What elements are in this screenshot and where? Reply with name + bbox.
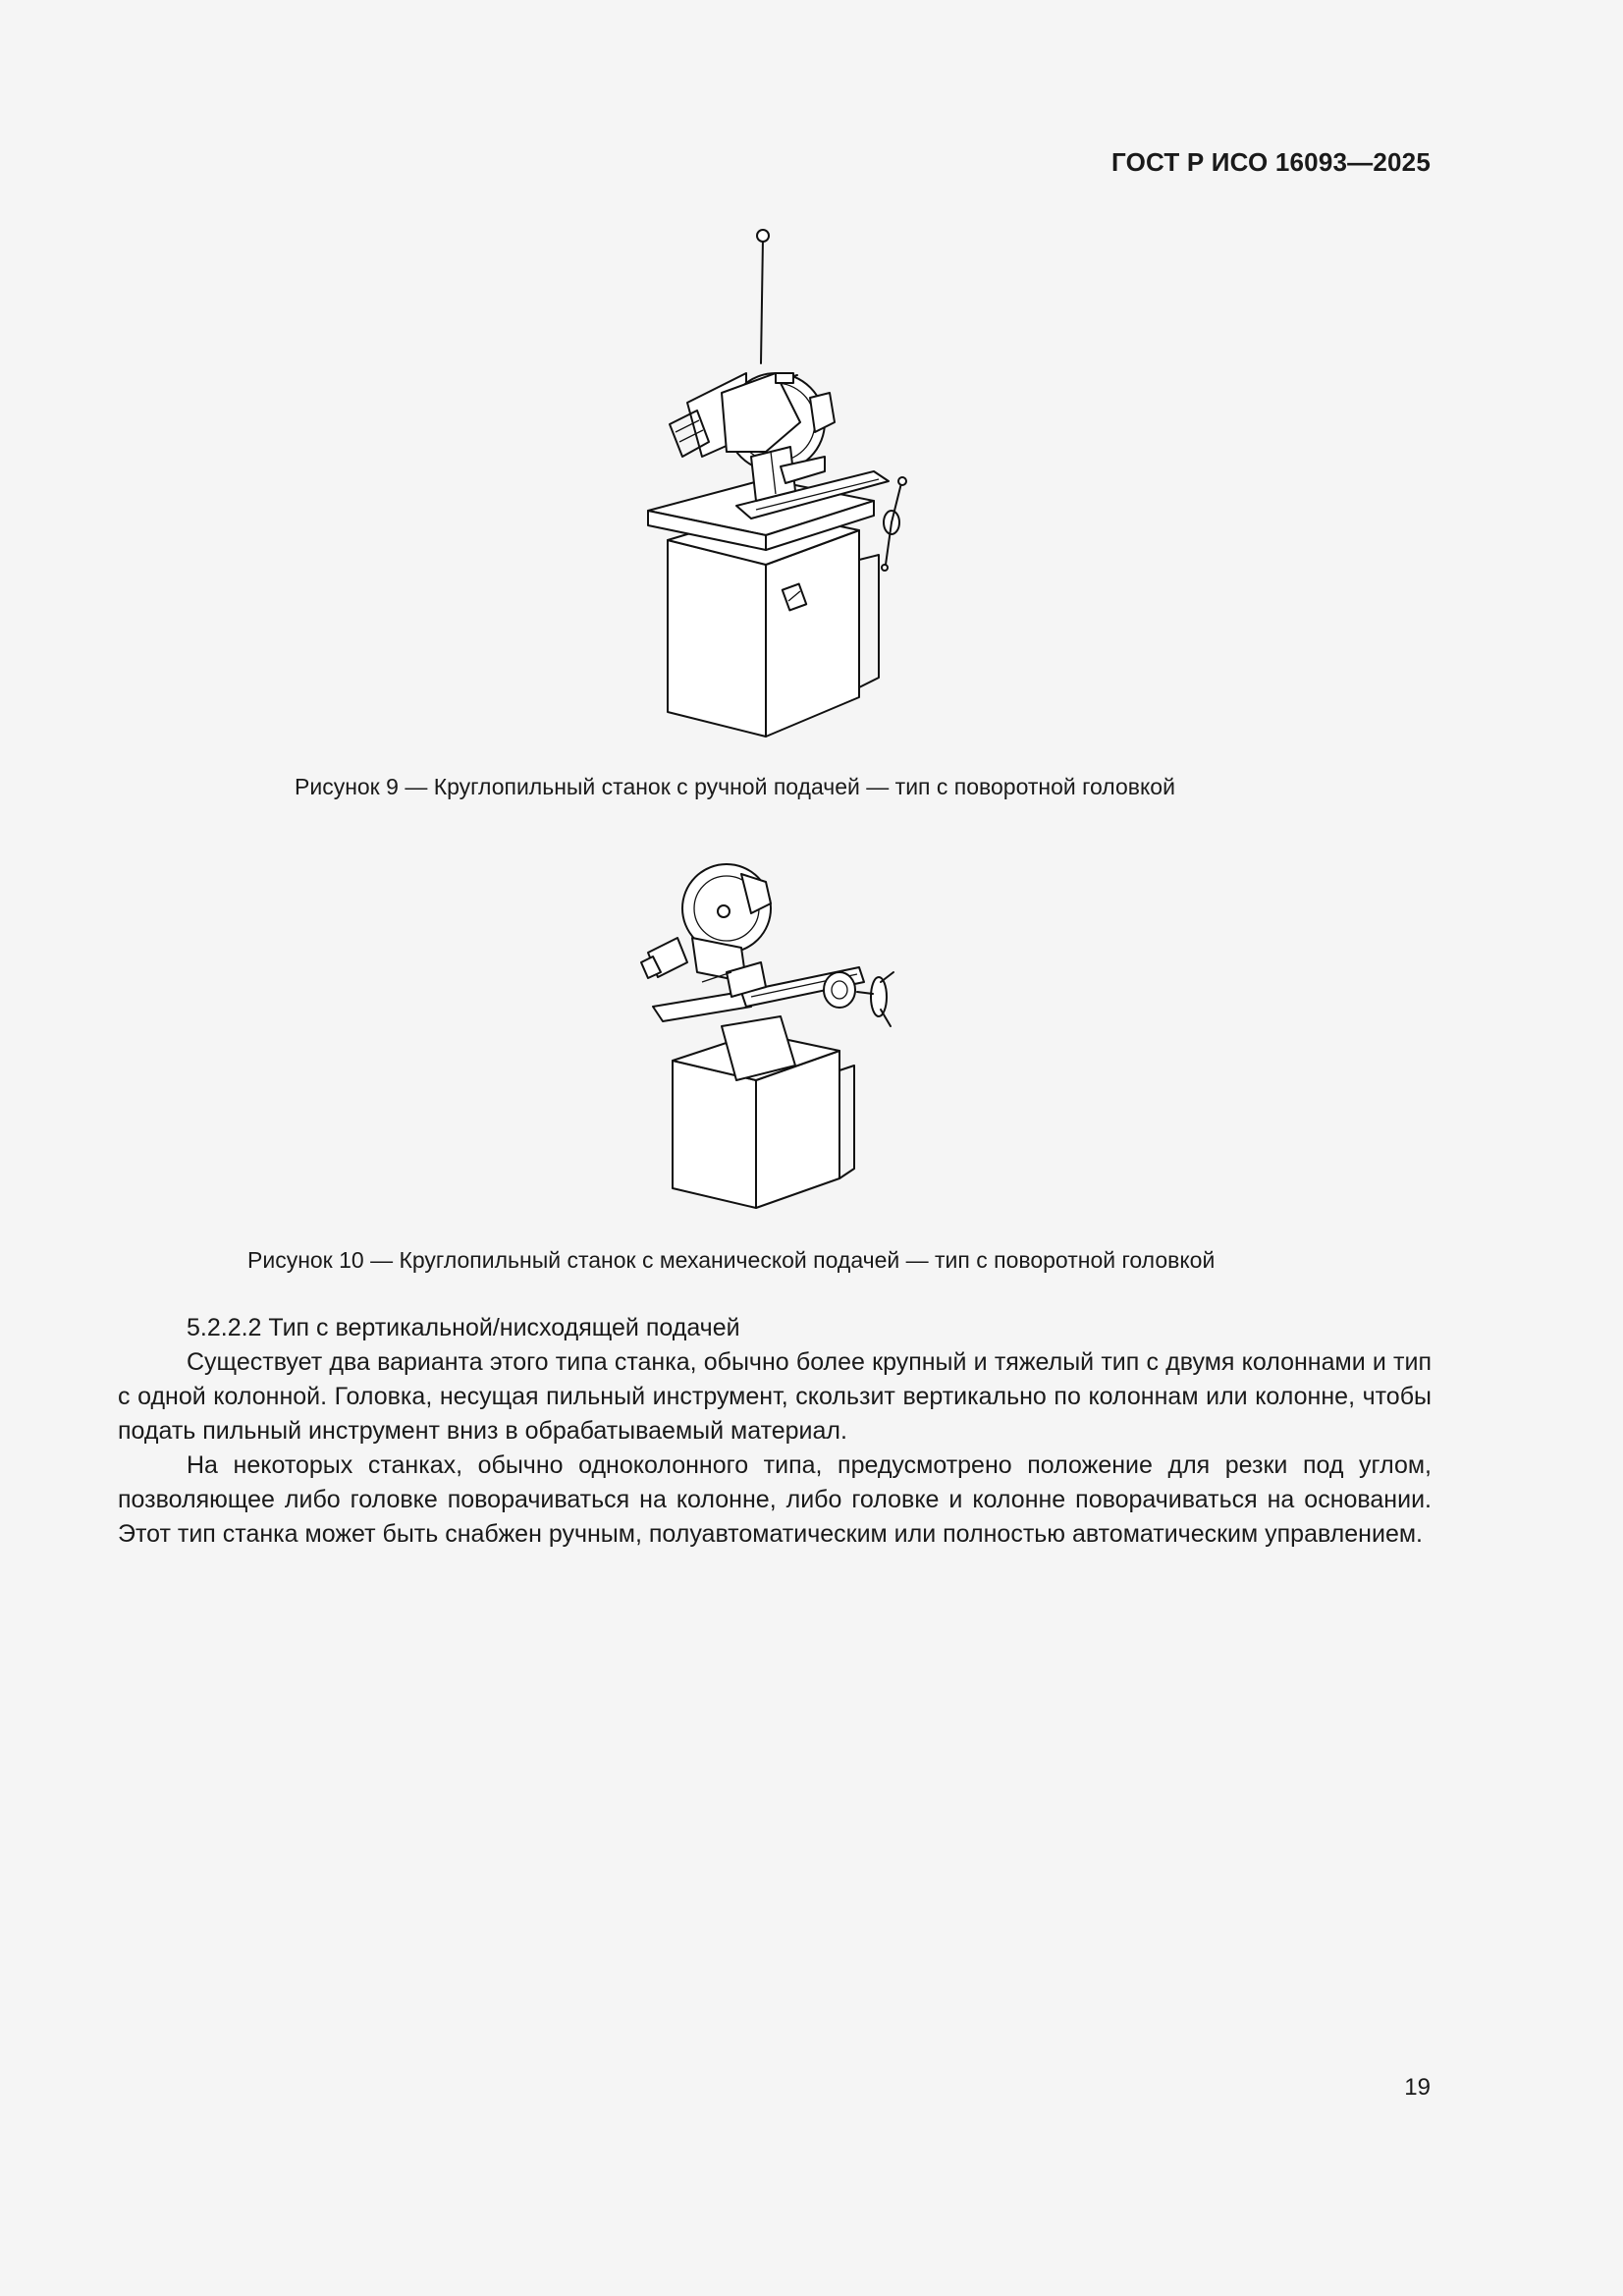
paragraph: Существует два варианта этого типа станка, обычно более крупный и тяжелый тип с двумя колоннами и тип с одной колонной. Головка, несущая пильный инструмент, скользит вертикально по колоннам или колонне, чтобы подать пильный инструмент вниз в обрабатываемый материал. bbox=[118, 1348, 1432, 1445]
figure-10-caption: Рисунок 10 — Круглопильный станок с механической подачей — тип с поворотной головкой bbox=[247, 1247, 1216, 1273]
paragraph: На некоторых станках, обычно одноколонного типа, предусмотрено положение для резки под углом, позволяющее либо головке поворачиваться на колонне, либо головке и колонне поворачиваться на основании. Этот тип станка может быть снабжен ручным, полуавтоматическим или полностью автоматическим управлением. bbox=[118, 1451, 1432, 1548]
page-number: 19 bbox=[1404, 2074, 1431, 2101]
figure-9-illustration bbox=[628, 226, 923, 746]
body-text bbox=[118, 1311, 1432, 1552]
figure-9-caption: Рисунок 9 — Круглопильный станок с ручной подачей — тип с поворотной головкой bbox=[295, 774, 1175, 799]
section-heading: 5.2.2.2 Тип с вертикальной/нисходящей подачей bbox=[187, 1314, 740, 1341]
figure-10-illustration bbox=[633, 845, 908, 1218]
document-code: ГОСТ Р ИСО 16093—2025 bbox=[1110, 147, 1431, 177]
